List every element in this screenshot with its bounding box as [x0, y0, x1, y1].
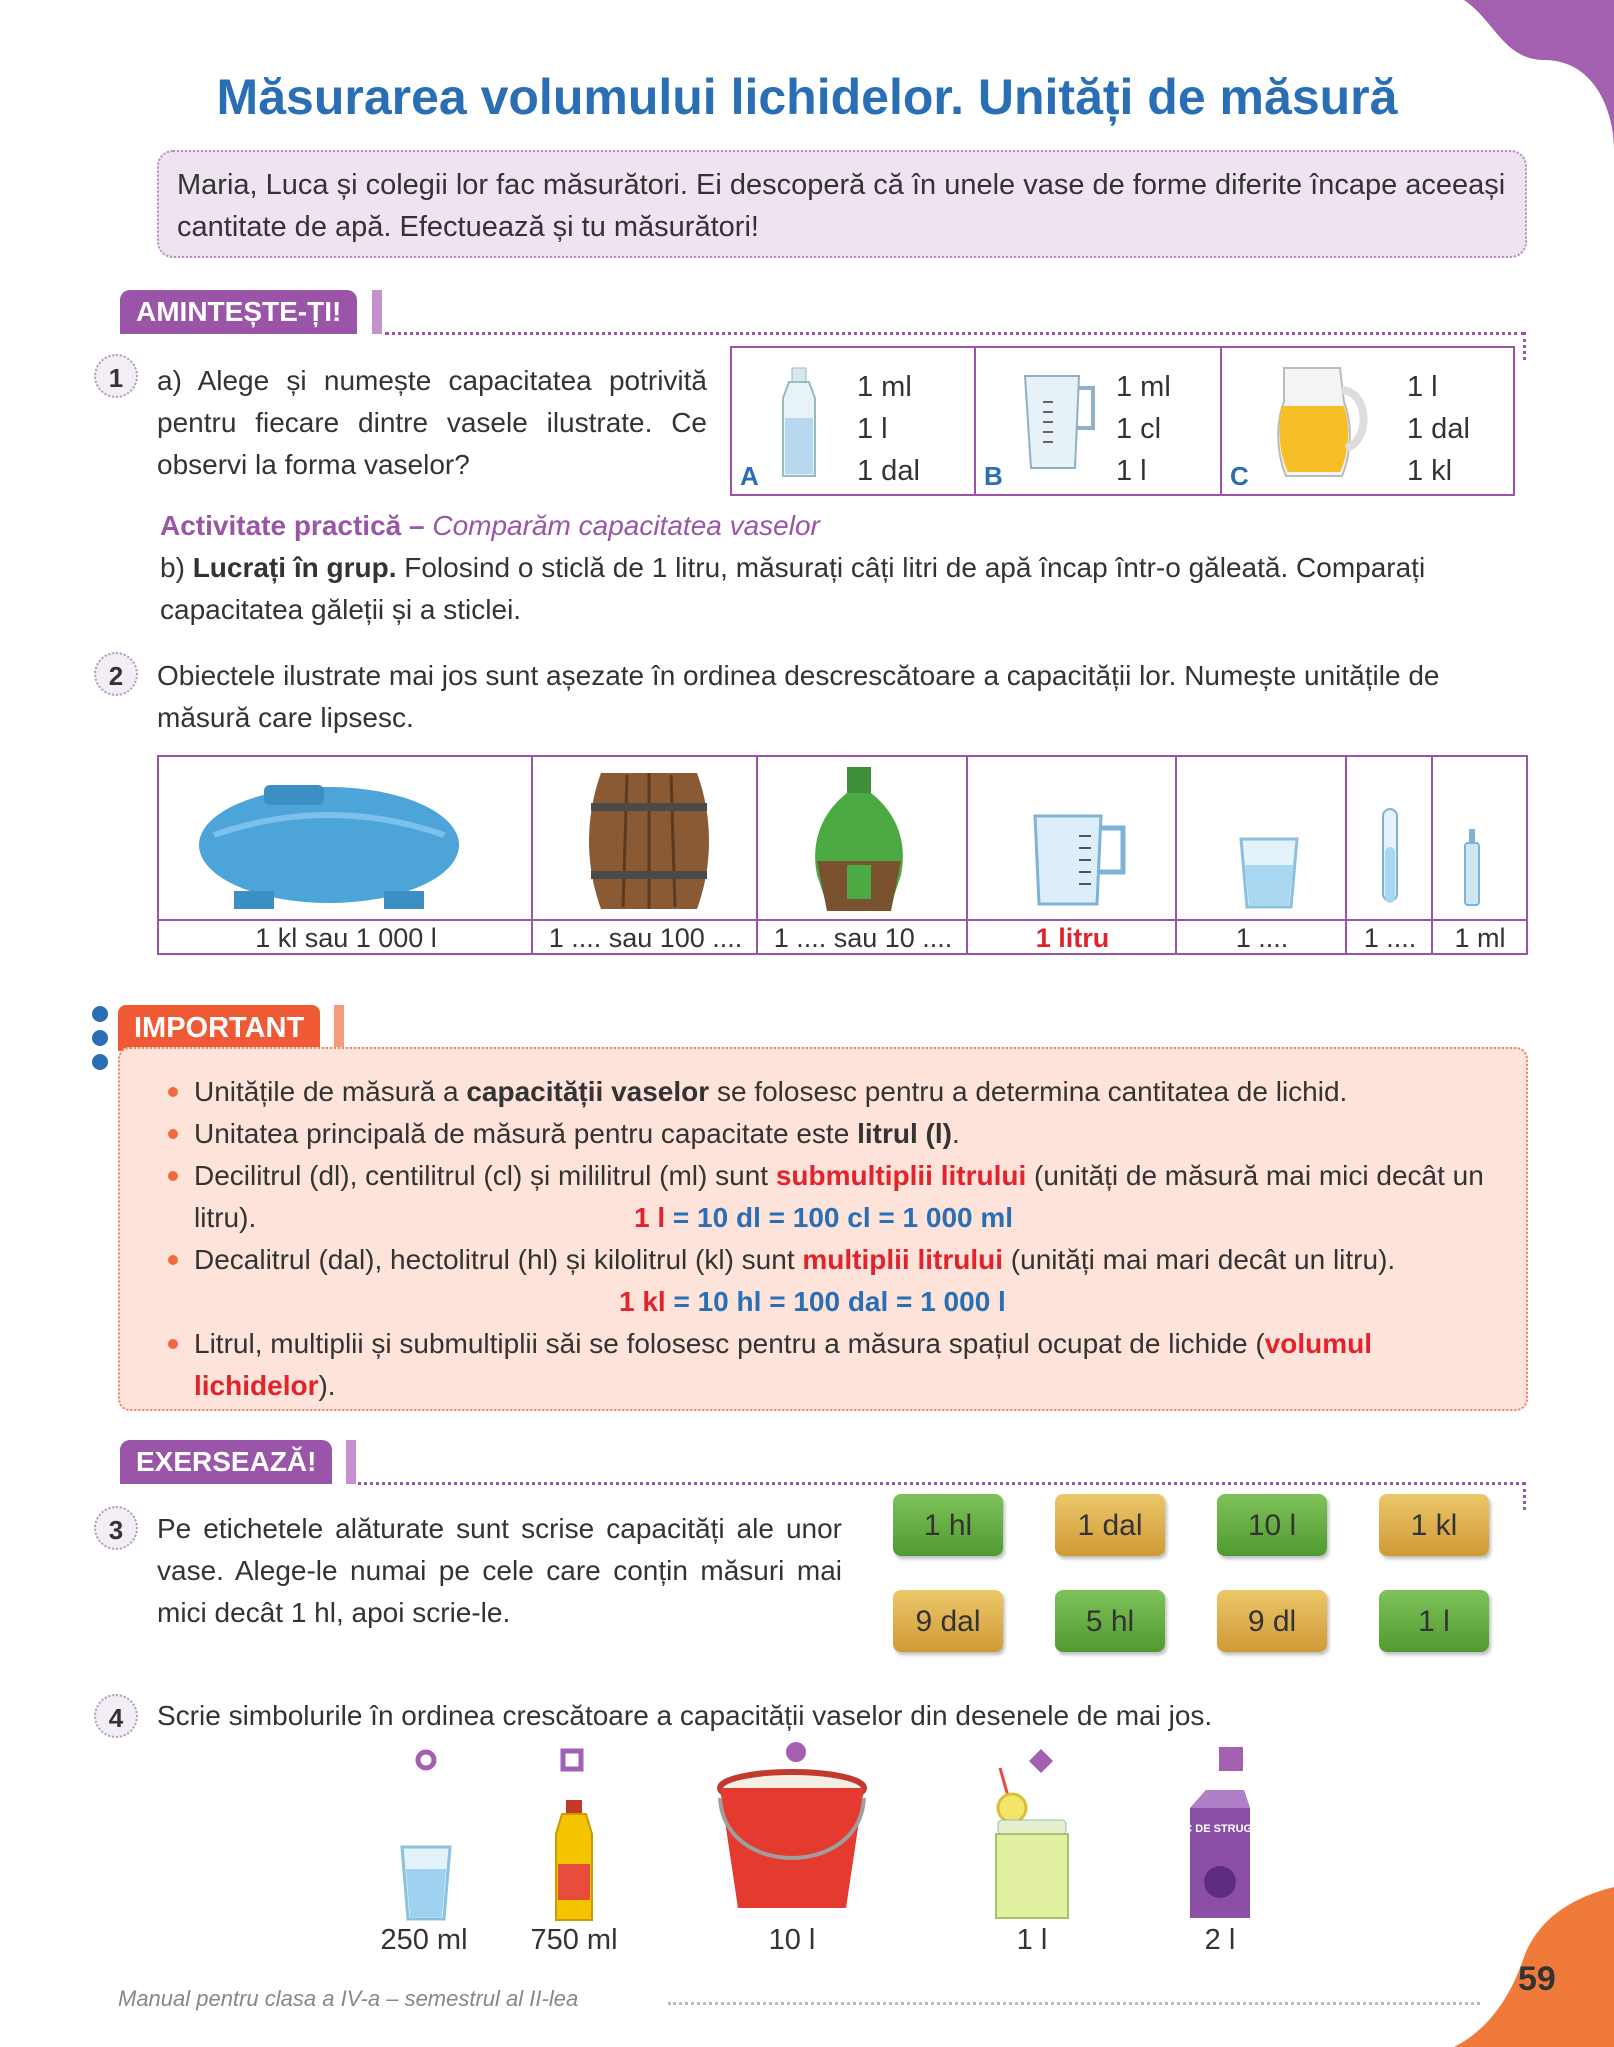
exercise-4-text: Scrie simbolurile în ordinea crescătoare a capacității vaselor din desenele de mai jos.: [157, 1700, 1213, 1731]
important-box: [118, 1047, 1528, 1411]
capacity-caption: 1 .... sau 100 ....: [548, 923, 743, 953]
important-list: [160, 1071, 1506, 1407]
vessel-caption: 10 l: [768, 1924, 816, 1956]
cell-letter: B: [984, 461, 1003, 491]
vessel-caption: 250 ml: [380, 1924, 468, 1956]
section-divider: [358, 1482, 1525, 1485]
exercise-number: 2: [94, 652, 138, 696]
section-tag-practice: EXERSEAZĂ!: [120, 1440, 332, 1484]
jug-icon: [1272, 362, 1372, 482]
exercise-1b-body: Folosind o sticlă de 1 litru, măsurați câți litri de apă încap într-o găleată. Comparați capacitatea găleții și a sticlei.: [160, 552, 1426, 625]
circle-filled-icon: [784, 1740, 808, 1764]
oil-bottle-icon: [552, 1800, 596, 1924]
text-span: Decilitrul (dl), centilitrul (cl) și mililitrul (ml) sunt: [194, 1160, 776, 1191]
capacity-caption: 1 ....: [1235, 923, 1289, 953]
juice-carton-icon: [1168, 1790, 1272, 1920]
square-filled-icon: [1218, 1746, 1244, 1772]
exercise-1b-text: [160, 547, 1530, 631]
section-divider-end: [1523, 332, 1526, 360]
capacity-label[interactable]: 1 dal: [1055, 1494, 1165, 1556]
bold-span: litrul (l): [857, 1118, 952, 1149]
section-divider: [385, 332, 1525, 335]
equation-litre: [194, 1197, 1506, 1239]
important-tag: IMPORTANT: [118, 1005, 320, 1051]
vial-icon: [1463, 827, 1481, 907]
vessel-caption: 1 l: [1016, 1924, 1048, 1956]
capacity-label[interactable]: 10 l: [1217, 1494, 1327, 1556]
highlight-span: submultiplii litrului: [775, 1160, 1027, 1191]
text-span: ).: [318, 1370, 336, 1401]
capacity-option: 1 dal: [857, 455, 920, 487]
highlight-span: multiplii litrului: [802, 1244, 1004, 1275]
cell-letter: C: [1230, 461, 1249, 491]
section-tag-remember: AMINTEȘTE-ȚI!: [120, 290, 357, 334]
capacity-label[interactable]: 1 hl: [893, 1494, 1003, 1556]
intro-box: Maria, Luca și colegii lor fac măsurători. Ei descoperă că în unele vase de forme diferite încape aceeași cantitate de apă. Efectuează și tu măsurători!: [157, 150, 1527, 258]
page-number: 59: [1518, 1960, 1556, 1998]
footer-text: Manual pentru clasa a IV-a – semestrul al II-lea: [118, 1986, 579, 2011]
capacity-label[interactable]: 1 l: [1379, 1590, 1489, 1652]
important-item: [160, 1113, 1506, 1155]
activity-heading: [160, 505, 820, 547]
section-tag-stripe: [346, 1440, 356, 1484]
bottle-icon: [777, 368, 821, 480]
capacity-options: [1116, 366, 1171, 492]
cell-letter: A: [740, 461, 759, 491]
circle-outline-icon: [414, 1748, 438, 1772]
exercise-3-text: Pe etichetele alăturate sunt scrise capacități ale unor vase. Alege-le numai pe cele care conțin măsuri mai mici decât 1 hl, apoi scrie-le.: [157, 1513, 842, 1628]
equation-lhs: 1 kl: [619, 1286, 666, 1317]
important-item: [160, 1239, 1506, 1323]
important-item: [160, 1071, 1506, 1113]
barrel-icon: [587, 767, 711, 915]
page-title: Măsurarea volumului lichidelor. Unități de măsură: [216, 69, 1398, 125]
capacity-caption-highlight: 1 litru: [1035, 923, 1110, 953]
vessel-cell-c: [1222, 348, 1513, 494]
activity-subtitle: Comparăm capacitatea vaselor: [432, 510, 820, 541]
square-outline-icon: [560, 1748, 584, 1772]
capacity-options: [857, 366, 920, 492]
important-item: [160, 1155, 1506, 1239]
capacity-option: 1 l: [1407, 371, 1438, 403]
exercise-1b-prefix: b): [160, 552, 185, 583]
exercise-number: 3: [94, 1506, 138, 1550]
capacity-caption: 1 kl sau 1 000 l: [255, 923, 437, 953]
text-span: (unități mai mari decât un litru).: [1003, 1244, 1396, 1275]
vessel-caption: 2 l: [1204, 1924, 1236, 1956]
capacity-option: 1 ml: [1116, 371, 1171, 403]
capacity-label[interactable]: 9 dal: [893, 1590, 1003, 1652]
capacity-options: [1407, 366, 1470, 492]
capacity-option: 1 l: [1116, 455, 1147, 487]
text-span: .: [951, 1118, 960, 1149]
test-tube-icon: [1381, 807, 1399, 911]
section-tag-stripe: [372, 290, 382, 334]
capacity-caption: 1 ....: [1363, 923, 1417, 953]
text-span: (unități de măsură mai mici decât un litru).: [194, 1160, 1484, 1233]
bullet-dots-icon: [90, 1005, 110, 1075]
water-tank-icon: [194, 775, 464, 915]
vessel-cell-a: [732, 348, 976, 494]
exercise-1a-text: a) Alege și numește capacitatea potrivită pentru fiecare dintre vasele ilustrate. Ce observi la forma vaselor?: [157, 365, 707, 480]
important-item: [160, 1323, 1506, 1407]
equation-rhs: = 10 hl = 100 dal = 1 000 l: [665, 1286, 1006, 1317]
important-tag-stripe: [334, 1005, 344, 1051]
equation-rhs: = 10 dl = 100 cl = 1 000 ml: [665, 1202, 1014, 1233]
vessels-table: [730, 346, 1515, 496]
exercise-2-text: Obiectele ilustrate mai jos sunt așezate în ordinea descrescătoare a capacității lor. Numește unitățile de măsură care lipsesc.: [157, 660, 1440, 733]
vessel-caption: 750 ml: [530, 1924, 618, 1956]
capacity-option: 1 cl: [1116, 413, 1162, 445]
capacity-option: 1 kl: [1407, 455, 1453, 487]
glass-icon: [400, 1845, 452, 1921]
exercise-number: 1: [94, 354, 138, 398]
vessel-cell-b: [976, 348, 1222, 494]
capacity-order-table: [157, 755, 1528, 955]
capacity-option: 1 ml: [857, 371, 912, 403]
capacity-caption: 1 .... sau 10 ....: [773, 923, 953, 953]
capacity-caption: 1 ml: [1454, 923, 1506, 953]
footer-divider: [668, 2002, 1480, 2005]
highlight-span: volumul lichidelor: [194, 1328, 1373, 1401]
measuring-cup-icon: [1021, 372, 1101, 472]
capacity-label[interactable]: 1 kl: [1379, 1494, 1489, 1556]
lemonade-jar-icon: [990, 1768, 1074, 1924]
measuring-jug-icon: [1031, 812, 1131, 908]
equation-kilolitre: [194, 1281, 1506, 1323]
text-span: Unitățile de măsură a: [194, 1076, 467, 1107]
carton-label: SUC DE STRUGURI: [1168, 1823, 1272, 1835]
activity-title: Activitate practică –: [160, 510, 425, 541]
glass-icon: [1239, 837, 1299, 909]
text-span: Decalitrul (dal), hectolitrul (hl) și kilolitrul (kl) sunt: [194, 1244, 803, 1275]
bold-span: capacității vaselor: [466, 1076, 710, 1107]
capacity-option: 1 l: [857, 413, 888, 445]
text-span: Unitatea principală de măsură pentru capacitate este: [194, 1118, 858, 1149]
equation-lhs: 1 l: [634, 1202, 666, 1233]
demijohn-icon: [809, 765, 909, 915]
capacity-label[interactable]: 5 hl: [1055, 1590, 1165, 1652]
exercise-number: 4: [94, 1694, 138, 1738]
text-span: se folosesc pentru a determina cantitatea de lichid.: [709, 1076, 1348, 1107]
section-divider-end: [1523, 1482, 1526, 1510]
capacity-option: 1 dal: [1407, 413, 1470, 445]
text-span: Litrul, multiplii și submultiplii săi se folosesc pentru a măsura spațiul ocupat de lichide (: [194, 1328, 1265, 1359]
exercise-1b-bold: Lucrați în grup.: [192, 552, 397, 583]
bucket-icon: [714, 1768, 870, 1918]
capacity-label[interactable]: 9 dl: [1217, 1590, 1327, 1652]
